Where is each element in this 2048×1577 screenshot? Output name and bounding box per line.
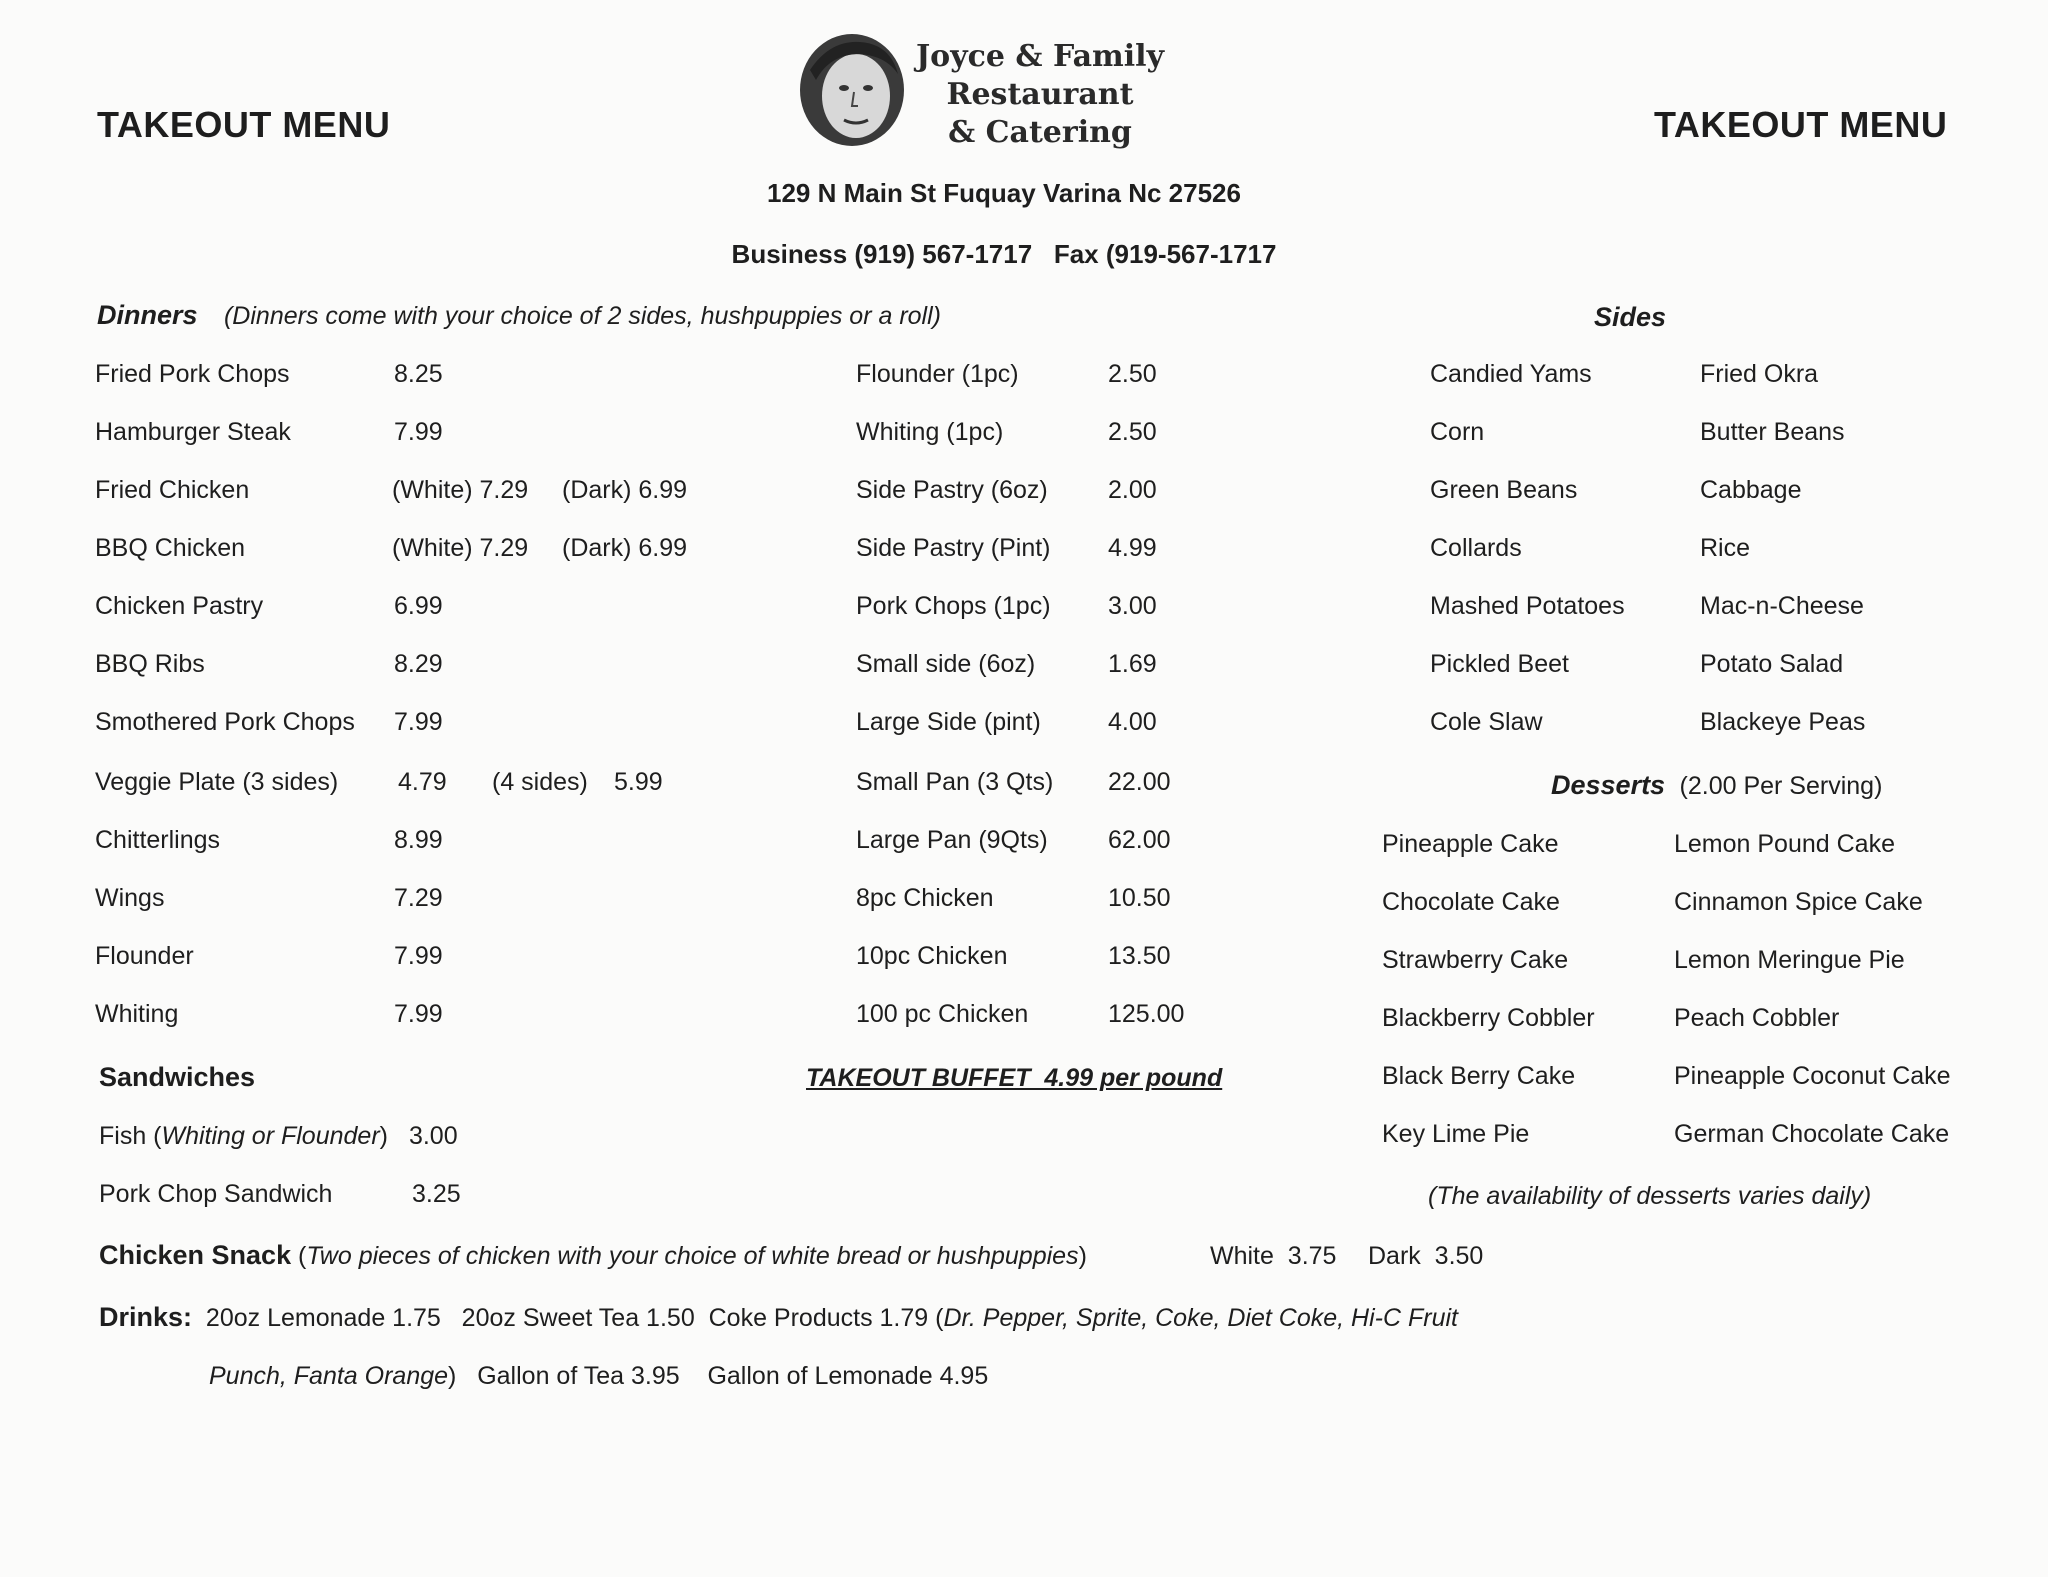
dinner-item-price: (White) 7.29 [392, 476, 529, 504]
dinner-item-extra: (4 sides) [492, 768, 588, 796]
sides-title: Sides [1594, 302, 1667, 332]
dinner-item-price: (White) 7.29 [392, 534, 529, 562]
side-item: Rice [1700, 534, 1751, 562]
middle-item-price: 10.50 [1108, 884, 1171, 912]
chicken-snack-title: Chicken Snack [99, 1240, 292, 1270]
dinner-item-price: 7.99 [394, 418, 443, 446]
dinner-item-name: Whiting [95, 1000, 179, 1028]
dinner-item-price: 7.99 [394, 1000, 443, 1028]
dessert-item: Key Lime Pie [1382, 1120, 1530, 1148]
portrait-logo-icon [790, 30, 910, 150]
dinner-item-name: Hamburger Steak [95, 418, 291, 446]
dinner-item-extra: (Dark) 6.99 [562, 476, 688, 504]
middle-item-price: 2.50 [1108, 418, 1157, 446]
drinks-line-2-italic: Punch, Fanta Orange [209, 1362, 449, 1390]
chicken-snack-dark: Dark 3.50 [1368, 1242, 1484, 1270]
takeout-buffet: TAKEOUT BUFFET 4.99 per pound [806, 1064, 1223, 1092]
middle-item-price: 13.50 [1108, 942, 1171, 970]
middle-item-price: 4.00 [1108, 708, 1157, 736]
side-item: Butter Beans [1700, 418, 1845, 446]
chicken-snack [99, 1240, 1087, 1271]
middle-item-name: Large Side (pint) [856, 708, 1041, 736]
side-item: Collards [1430, 534, 1522, 562]
middle-item-name: Small Pan (3 Qts) [856, 768, 1054, 796]
middle-item-name: Flounder (1pc) [856, 360, 1019, 388]
dinner-item-price: 8.25 [394, 360, 443, 388]
dinner-item-price: 8.29 [394, 650, 443, 678]
middle-item-price: 125.00 [1108, 1000, 1185, 1028]
middle-item-price: 3.00 [1108, 592, 1157, 620]
dinner-item-price: 6.99 [394, 592, 443, 620]
chicken-snack-desc: Two pieces of chicken with your choice of white bread or hushpuppies [306, 1242, 1079, 1270]
dessert-item: Strawberry Cake [1382, 946, 1569, 974]
middle-item-name: Side Pastry (Pint) [856, 534, 1051, 562]
phone-line: Business (919) 567-1717 Fax (919-567-1717 [731, 239, 1277, 269]
logo-line-1: Joyce & Family [915, 39, 1165, 74]
chicken-snack-open: ( [291, 1242, 307, 1270]
dessert-item: Pineapple Cake [1382, 830, 1559, 858]
dinner-item-name: BBQ Chicken [95, 534, 246, 562]
dessert-item: Black Berry Cake [1382, 1062, 1576, 1090]
sandwich-pork-chop-name: Pork Chop Sandwich [99, 1180, 333, 1208]
side-item: Cole Slaw [1430, 708, 1543, 736]
chicken-snack-white: White 3.75 [1210, 1242, 1337, 1270]
side-item: Pickled Beet [1430, 650, 1569, 678]
dinner-item-name: Wings [95, 884, 165, 912]
logo-line-2: Restaurant [946, 77, 1134, 112]
dessert-item: Blackberry Cobbler [1382, 1004, 1595, 1032]
middle-item-name: Whiting (1pc) [856, 418, 1004, 446]
middle-item-name: 100 pc Chicken [856, 1000, 1029, 1028]
middle-item-price: 2.00 [1108, 476, 1157, 504]
middle-item-price: 1.69 [1108, 650, 1157, 678]
drinks-title: Drinks: [99, 1302, 193, 1332]
sandwich-fish [99, 1122, 458, 1151]
drinks-line-1-italic: Dr. Pepper, Sprite, Coke, Diet Coke, Hi-C Fruit [943, 1304, 1458, 1332]
desserts-availability: (The availability of desserts varies daily) [1428, 1182, 1872, 1210]
address: 129 N Main St Fuquay Varina Nc 27526 [767, 178, 1241, 208]
dessert-item: Peach Cobbler [1674, 1004, 1840, 1032]
logo-line-3: & Catering [948, 115, 1132, 150]
middle-item-name: Pork Chops (1pc) [856, 592, 1051, 620]
dinner-item-name: Fried Chicken [95, 476, 250, 504]
desserts-title: Desserts [1551, 770, 1666, 800]
middle-item-price: 22.00 [1108, 768, 1171, 796]
dinner-item-price: 8.99 [394, 826, 443, 854]
side-item: Fried Okra [1700, 360, 1819, 388]
dinners-heading [97, 300, 941, 331]
side-item: Corn [1430, 418, 1485, 446]
sandwich-pork-chop-price: 3.25 [412, 1180, 461, 1208]
side-item: Candied Yams [1430, 360, 1592, 388]
middle-item-price: 2.50 [1108, 360, 1157, 388]
dinner-item-name: Fried Pork Chops [95, 360, 290, 388]
middle-item-name: Small side (6oz) [856, 650, 1036, 678]
side-item: Green Beans [1430, 476, 1578, 504]
middle-item-name: Side Pastry (6oz) [856, 476, 1048, 504]
sandwiches-title: Sandwiches [99, 1062, 256, 1092]
dinner-item-name: Flounder [95, 942, 194, 970]
dessert-item: German Chocolate Cake [1674, 1120, 1950, 1148]
dinner-item-name: Chicken Pastry [95, 592, 264, 620]
side-item: Cabbage [1700, 476, 1802, 504]
dinners-note: (Dinners come with your choice of 2 sides, hushpuppies or a roll) [223, 302, 941, 330]
left-title: TAKEOUT MENU [97, 104, 391, 145]
drinks-line-2-plain: ) Gallon of Tea 3.95 Gallon of Lemonade 4.95 [448, 1362, 989, 1390]
middle-item-name: 10pc Chicken [856, 942, 1008, 970]
middle-item-price: 62.00 [1108, 826, 1171, 854]
fish-prefix: Fish ( [99, 1122, 162, 1150]
dessert-item: Cinnamon Spice Cake [1674, 888, 1923, 916]
middle-item-name: 8pc Chicken [856, 884, 994, 912]
side-item: Mashed Potatoes [1430, 592, 1625, 620]
dessert-item: Chocolate Cake [1382, 888, 1560, 916]
dinner-item-name: Chitterlings [95, 826, 221, 854]
drinks-line-2 [209, 1362, 988, 1391]
fish-suffix: ) [379, 1122, 388, 1150]
dessert-item: Lemon Meringue Pie [1674, 946, 1905, 974]
right-title: TAKEOUT MENU [1654, 104, 1948, 145]
dessert-item: Lemon Pound Cake [1674, 830, 1895, 858]
dinners-title: Dinners [97, 300, 198, 330]
dinner-item-name: BBQ Ribs [95, 650, 205, 678]
desserts-note: (2.00 Per Serving) [1679, 772, 1883, 800]
fish-options: Whiting or Flounder [161, 1122, 380, 1150]
drinks-line-1-plain: 20oz Lemonade 1.75 20oz Sweet Tea 1.50 Coke Products 1.79 ( [192, 1304, 944, 1332]
dinner-item-price: 4.79 [398, 768, 447, 796]
logo-title [910, 38, 1170, 152]
dessert-item: Pineapple Coconut Cake [1674, 1062, 1951, 1090]
dinner-item-name: Veggie Plate (3 sides) [95, 768, 339, 796]
middle-item-name: Large Pan (9Qts) [856, 826, 1048, 854]
side-item: Mac-n-Cheese [1700, 592, 1864, 620]
dinner-item-extra: (Dark) 6.99 [562, 534, 688, 562]
dinner-item-price: 7.99 [394, 708, 443, 736]
dinner-item-name: Smothered Pork Chops [95, 708, 355, 736]
dinner-item-price: 7.99 [394, 942, 443, 970]
drinks-line-1 [99, 1302, 1458, 1333]
dinner-item-extra-price: 5.99 [614, 768, 663, 796]
fish-price: 3.00 [408, 1122, 458, 1150]
dinner-item-price: 7.29 [394, 884, 443, 912]
chicken-snack-close: ) [1078, 1242, 1087, 1270]
side-item: Potato Salad [1700, 650, 1844, 678]
desserts-heading [1551, 770, 1882, 801]
middle-item-price: 4.99 [1108, 534, 1157, 562]
side-item: Blackeye Peas [1700, 708, 1866, 736]
